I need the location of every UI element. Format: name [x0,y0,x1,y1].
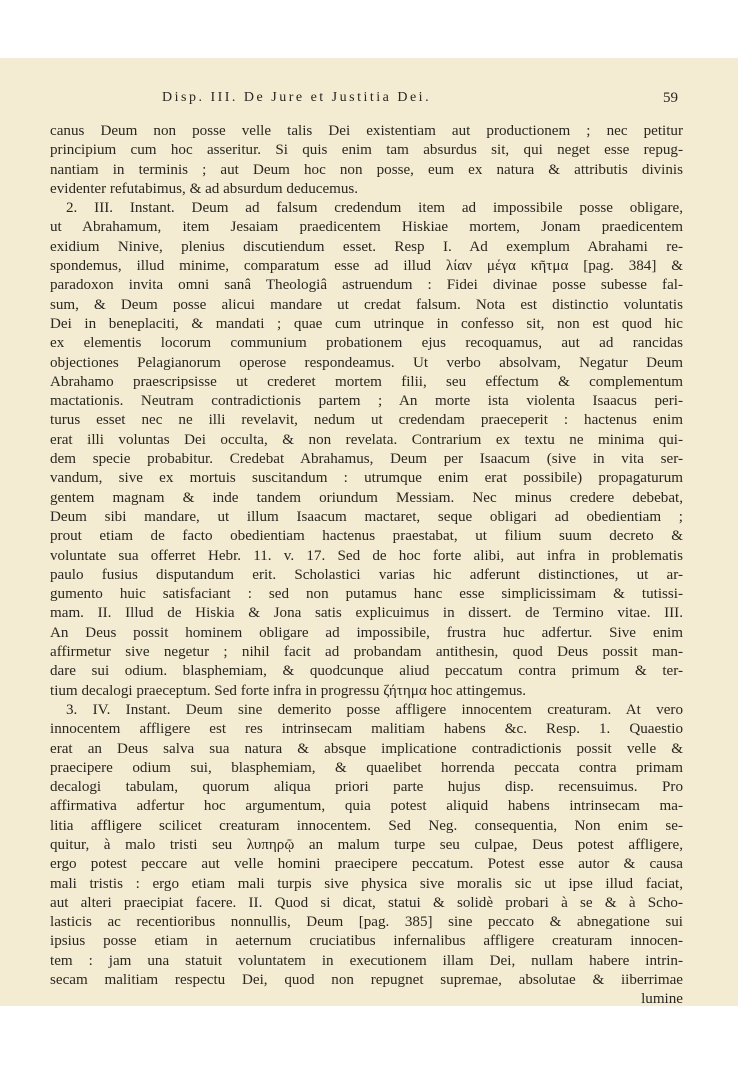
text-line: quitur, à malo tristi seu λυπηρῷ an malum turpe seu culpae, Deus potest affligere, [50,836,683,853]
text-line: Dei in beneplaciti, & mandati ; quae cum utrinque in confesso sit, non est quod hic [50,315,683,332]
text-line: voluntate sua offerret Hebr. 11. v. 17. Sed de hoc forte alibi, aut infra in problematis [50,547,683,564]
text-line: mam. II. Illud de Hiskia & Jona satis explicuimus in dissert. de Termino vitae. III. [50,605,683,622]
text-line: erat illi voluntas Dei occulta, & non revelata. Contrarium ex textu ne minima qui- [50,431,683,448]
text-line: exidium Ninive, plenius discutiendum esset. Resp I. Ad exemplum Abrahami re- [50,238,683,255]
text-line: dare sui odium. blasphemiam, & quodcunque aliud peccatum contra primum & ter- [50,663,683,680]
text-line: affirmetur sive negetur ; nihil facit ad probandam antithesin, quod Deus possit man- [50,644,683,661]
book-page [0,58,738,1006]
text-line: paulo fusius disputandum erit. Scholastici varias hic adferunt distinctiones, ut ar- [50,566,683,583]
text-line: tem : jam una statuit voluntatem in executionem illam Dei, nullam habere intrin- [50,952,683,969]
text-line: 3. IV. Instant. Deum sine demerito posse affligere innocentem creaturam. At vero [66,701,683,718]
text-line: spondemus, illud minime, comparatum esse ad illud λίαν μέγα κῆτμα [pag. 384] & [50,258,683,275]
page-number: 59 [663,90,678,106]
text-line: nantiam in terminis ; aut Deum hoc non posse, eum ex natura & attributis divinis [50,161,683,178]
text-line: 2. III. Instant. Deum ad falsum credendum item ad impossibile posse obligare, [66,200,683,217]
text-line: Abrahamo praescripsisse ut crederet mortem filii, seu effectum & complementum [50,373,683,390]
text-line: gumento huic satisfaciant : sed non putamus hanc esse simplicissimam & tutissi- [50,586,683,603]
text-line: sum, & Deum posse alicui mandare ut credat falsum. Nota est distinctio voluntatis [50,296,683,313]
running-title: Disp. III. De Jure et Justitia Dei. [162,90,432,105]
text-line: turus esset nec ne illi revelavit, nedum ut credendam praeceperit : hactenus enim [50,412,683,429]
text-line: aut alteri praecipiat facere. II. Quod si dicat, statui & solidè probari à se & à Scho- [50,894,683,911]
text-line: praecipere odium sui, blasphemiam, & quaelibet horrenda peccata contra primam [50,759,683,776]
text-line: gentem magnam & inde tandem oriundum Messiam. Nec minus credere debebat, [50,489,683,506]
text-line: Deum sibi mandare, ut illum Isaacum mactaret, seque obligari ad obedientiam ; [50,508,683,525]
text-line: ut Abrahamum, item Jesaiam praedicentem Hiskiae mortem, Jonam praedicentem [50,219,683,236]
text-line: innocentem affligere est res intrinsecam malitiam habens &c. Resp. 1. Quaestio [50,721,683,738]
body-text [50,122,683,1010]
text-line: tium decalogi praeceptum. Sed forte infra in progressu ζήτημα hoc attingemus. [50,682,527,699]
text-line: lasticis ac recentioribus nonnullis, Deum [pag. 385] sine peccato & abnegatione sui [50,914,683,931]
text-line: litia affligere scilicet creaturam innocentem. Sed Neg. consequentia, Non enim se- [50,817,683,834]
text-line: decalogi tabulam, quorum aliqua priori parte hujus disp. recensuimus. Pro [50,779,683,796]
text-line: mactationis. Neutram contradictionis partem ; An morte ista violenta Isaacus peri- [50,393,683,410]
text-line: An Deus possit hominem obligare ad impossibile, frustra huc adfertur. Sive enim [50,624,683,641]
text-line: vandum, sive ex mortuis suscitandum : utrumque enim erat possibile) propagaturum [50,470,683,487]
text-line: ipsius posse etiam in aeternum cruciatibus infernalibus affligere creaturam innocen- [50,933,683,950]
text-line: affirmativa adfertur hoc argumentum, quia potest aliquid habens intrinsecam ma- [50,798,683,815]
text-line: dem specie probabitur. Credebat Abrahamus, Deum per Isaacum (sive in vita ser- [50,451,683,468]
text-line: paradoxon invita omni sanâ Theologiâ astruendum : Fidei divinae posse subesse fal- [50,277,683,294]
text-line: mali tristis : ergo etiam mali turpis sive physica sive moralis sic ut ipse illud faciat, [50,875,683,892]
text-line: secam malitiam respectu Dei, quod non repugnet supremae, absolutae & iiberrimae [50,972,683,989]
text-line: principium cum hoc asseritur. Si quis enim tam absurdus sit, qui neget esse repug- [50,142,683,159]
text-line: ergo potest peccare aut velle homini praecipere peccatum. Potest esse autor & causa [50,856,683,873]
text-line: erat an Deus salva sua natura & absque implicatione contradictionis possit velle & [50,740,683,757]
text-line: ex elementis locorum communium probationem ejus recoquamus, aut ad rancidas [50,335,683,352]
text-line: objectiones Pelagianorum operose respondeamus. Ut verbo absolvam, Negatur Deum [50,354,683,371]
text-line: prout etiam de facto obedientiam hactenus praestabat, ut filium suum decreto & [50,528,683,545]
page-header [60,90,678,110]
text-line: lumine [641,991,683,1008]
text-line: canus Deum non posse velle talis Dei existentiam aut productionem ; nec petitur [50,123,683,139]
text-line: evidenter refutabimus, & ad absurdum deducemus. [50,180,359,197]
